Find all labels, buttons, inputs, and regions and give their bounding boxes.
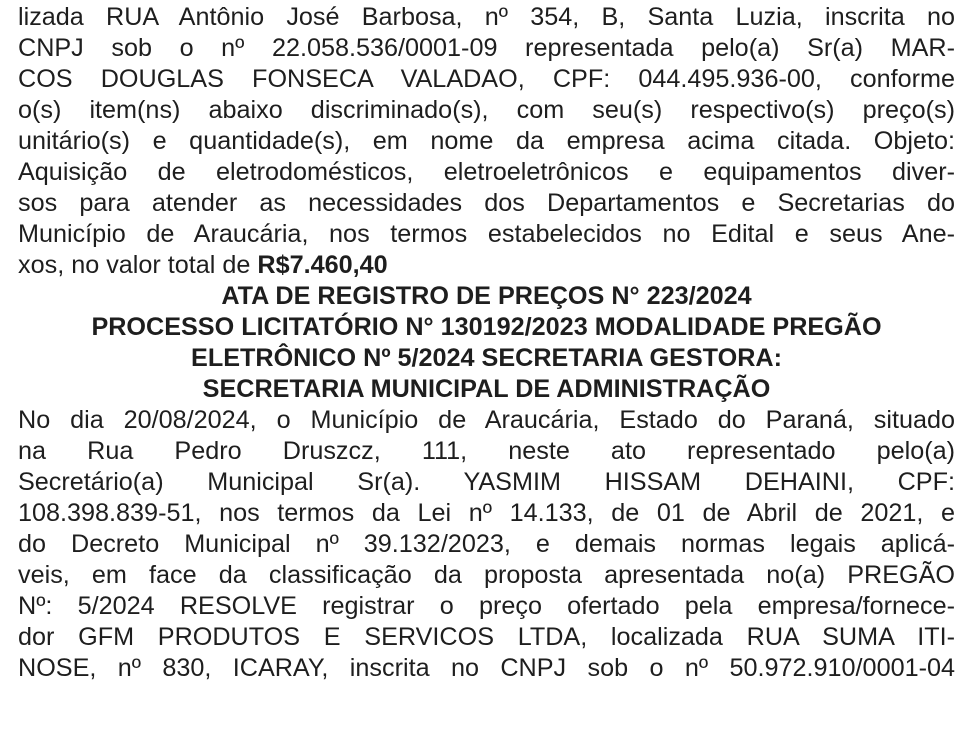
text-line: No dia 20/08/2024, o Município de Araucária, Estado do Paraná, situado — [18, 406, 955, 434]
text-line: unitário(s) e quantidade(s), em nome da empresa acima citada. Objeto: — [18, 127, 955, 155]
text-line: Município de Araucária, nos termos estabelecidos no Edital e seus Ane- — [18, 220, 955, 248]
heading-secretariat: SECRETARIA MUNICIPAL DE ADMINISTRAÇÃO — [202, 375, 771, 403]
text-line: Secretário(a) Municipal Sr(a). YASMIM HISSAM DEHAINI, CPF: — [18, 468, 955, 496]
heading-title: ATA DE REGISTRO DE PREÇOS N° 223/2024 — [221, 282, 752, 310]
heading-modality: ELETRÔNICO Nº 5/2024 SECRETARIA GESTORA: — [191, 344, 782, 372]
total-prefix: xos, no valor total de — [18, 251, 258, 279]
text-line: lizada RUA Antônio José Barbosa, nº 354, B, Santa Luzia, inscrita no — [18, 3, 955, 31]
text-line: do Decreto Municipal nº 39.132/2023, e demais normas legais aplicá- — [18, 530, 955, 558]
text-line: sos para atender as necessidades dos Departamentos e Secretarias do — [18, 189, 955, 217]
text-line: dor GFM PRODUTOS E SERVICOS LTDA, localizada RUA SUMA ITI- — [18, 623, 955, 651]
text-line: veis, em face da classificação da proposta apresentada no(a) PREGÃO — [18, 561, 955, 589]
paragraph-ata-body — [18, 405, 955, 684]
text-line: 108.398.839-51, nos termos da Lei nº 14.133, de 01 de Abril de 2021, e — [18, 499, 955, 527]
ata-heading — [18, 281, 955, 405]
total-value: R$7.460,40 — [257, 251, 388, 279]
heading-process: PROCESSO LICITATÓRIO N° 130192/2023 MODALIDADE PREGÃO — [91, 313, 882, 341]
text-line: COS DOUGLAS FONSECA VALADAO, CPF: 044.495.936-00, conforme — [18, 65, 955, 93]
text-line: Aquisição de eletrodomésticos, eletroeletrônicos e equipamentos diver- — [18, 158, 955, 186]
text-line: o(s) item(ns) abaixo discriminado(s), com seu(s) respectivo(s) preço(s) — [18, 96, 955, 124]
text-line: na Rua Pedro Druszcz, 111, neste ato representado pelo(a) — [18, 437, 955, 465]
text-line: NOSE, nº 830, ICARAY, inscrita no CNPJ sob o nº 50.972.910/0001-04 — [18, 654, 955, 682]
text-line-total — [18, 250, 955, 281]
text-line: CNPJ sob o nº 22.058.536/0001-09 representada pelo(a) Sr(a) MAR- — [18, 34, 955, 62]
text-line: Nº: 5/2024 RESOLVE registrar o preço ofertado pela empresa/fornece- — [18, 592, 955, 620]
paragraph-company-details — [18, 2, 955, 281]
